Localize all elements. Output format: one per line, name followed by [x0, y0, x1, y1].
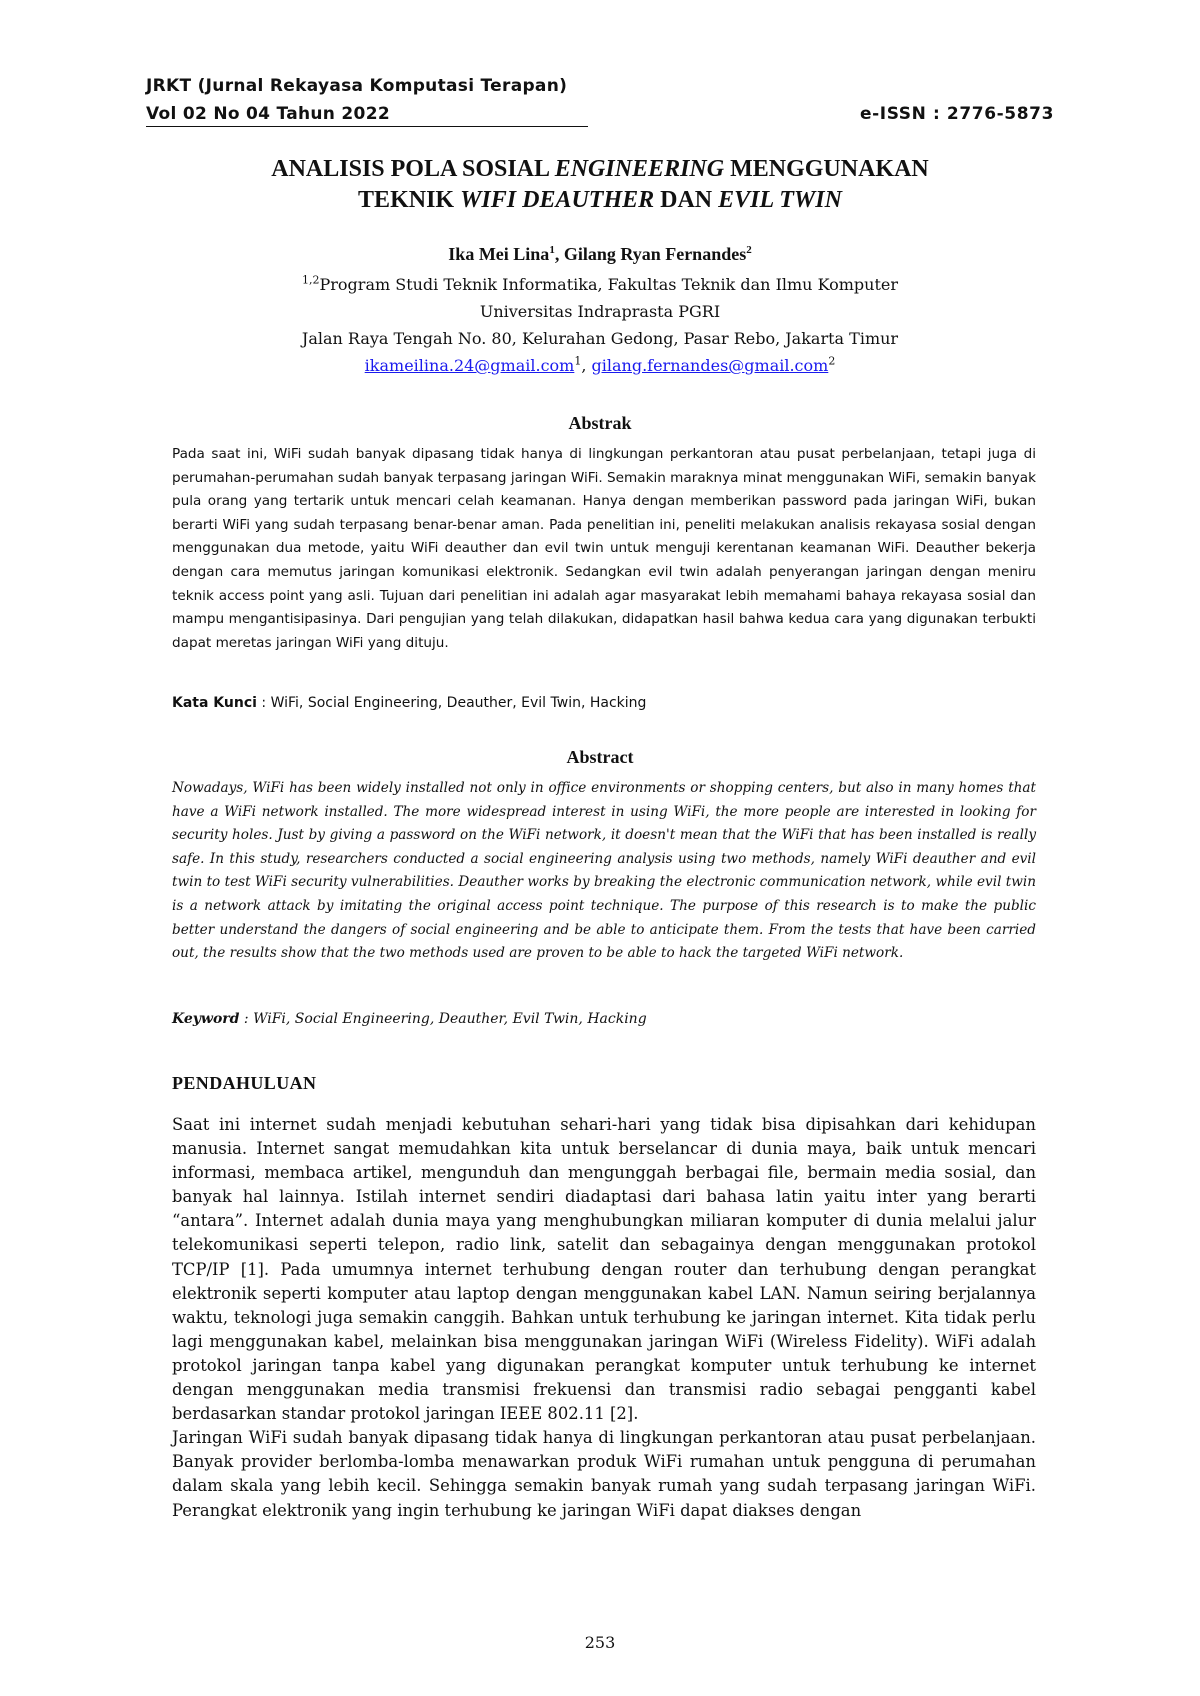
keyword-line — [172, 1011, 1036, 1027]
keyword-values: : WiFi, Social Engineering, Deauther, Evil Twin, Hacking — [239, 1011, 647, 1027]
affiliation-program: Program Studi Teknik Informatika, Fakultas Teknik dan Ilmu Komputer — [319, 275, 898, 294]
title-line1-part-a: ANALISIS POLA SOSIAL — [271, 156, 555, 182]
affiliation-university: Universitas Indraprasta PGRI — [479, 302, 721, 321]
kata-kunci-values: : WiFi, Social Engineering, Deauther, Evil Twin, Hacking — [256, 695, 647, 711]
title-line1-part-c: MENGGUNAKAN — [724, 156, 929, 182]
affiliation-program-line — [160, 271, 1040, 298]
body-paragraph-2: Jaringan WiFi sudah banyak dipasang tidak hanya di lingkungan perkantoran atau pusat perbelanjaan. Banyak provider berlomba-lomba menawarkan produk WiFi rumahan untuk pengguna di perumahan dalam skala yang lebih kecil. Sehingga semakin banyak rumah yang sudah terpasang jaringan WiFi. Perangkat elektronik yang ingin terhubung ke jaringan WiFi dapat diakses dengan — [172, 1428, 1036, 1520]
title-line2-part-d: EVIL TWIN — [718, 187, 842, 213]
title-line2-part-c: DAN — [654, 187, 719, 213]
author-2: Gilang Ryan Fernandes — [563, 244, 747, 264]
email-link-1[interactable]: ikameilina.24@gmail.com — [364, 356, 575, 375]
body-paragraph-1: Saat ini internet sudah menjadi kebutuhan sehari-hari yang tidak bisa dipisahkan dari kehidupan manusia. Internet sangat memudahkan kita untuk berselancar di dunia maya, baik untuk mencari informasi, membaca artikel, mengunduh dan mengunggah berbagai file, bermain media sosial, dan banyak hal lainnya. Istilah internet sendiri diadaptasi dari bahasa latin yaitu inter yang berarti “antara”. Internet adalah dunia maya yang menghubungkan miliaran komputer di dunia melalui jalur telekomunikasi seperti telepon, radio link, satelit dan sebagainya dengan menggunakan protokol TCP/IP [1]. Pada umumnya internet terhubung dengan router dan terhubung dengan perangkat elektronik seperti komputer atau laptop dengan menggunakan kabel LAN. Namun seiring berjalannya waktu, teknologi juga semakin canggih. Bahkan untuk terhubung ke jaringan internet. Kita tidak perlu lagi menggunakan kabel, melainkan bisa menggunakan jaringan WiFi (Wireless Fidelity). WiFi adalah protokol jaringan tanpa kabel yang digunakan perangkat komputer untuk terhubung ke internet dengan menggunakan media transmisi frekuensi dan transmisi radio sebagai pengganti kabel berdasarkan standar protokol jaringan IEEE 802.11 [2]. — [172, 1115, 1036, 1424]
author-1: Ika Mei Lina — [448, 244, 550, 264]
title-line2-part-a: TEKNIK — [358, 187, 461, 213]
kata-kunci — [172, 695, 1036, 711]
section-title: PENDAHULUAN — [172, 1073, 317, 1093]
email-link-2[interactable]: gilang.fernandes@gmail.com — [591, 356, 829, 375]
abstract-text: Nowadays, WiFi has been widely installed not only in office environments or shopping centers, but also in many homes that have a WiFi network installed. The more widespread interest in using WiFi, the more people are interested in looking for security holes. Just by giving a password on the WiFi network, it doesn't mean that the WiFi that has been installed is really safe. In this study, researchers conducted a social engineering analysis using two methods, namely WiFi deauther and evil twin to test WiFi security vulnerabilities. Deauther works by breaking the electronic communication network, while evil twin is a network attack by imitating the original access point technique. The purpose of this research is to make the public better understand the dangers of social engineering and be able to anticipate them. From the tests that have been carried out, the results show that the two methods used are proven to be able to hack the targeted WiFi network. — [172, 780, 1036, 962]
body-text — [172, 1113, 1036, 1523]
affiliation-address: Jalan Raya Tengah No. 80, Kelurahan Gedong, Pasar Rebo, Jakarta Timur — [301, 329, 899, 348]
abstrak-heading: Abstrak — [568, 413, 632, 433]
paper-title — [160, 154, 1040, 216]
author-1-sup: 1 — [549, 244, 555, 256]
author-list — [160, 244, 1040, 265]
page-number: 253 — [584, 1633, 616, 1652]
keyword-label: Keyword — [172, 1011, 240, 1027]
author-separator: , — [554, 244, 564, 264]
email-2-sup: 2 — [828, 354, 836, 368]
title-line2-part-b: WIFI DEAUTHER — [460, 187, 655, 213]
title-line1-part-b: ENGINEERING — [554, 156, 725, 182]
affiliation-sup: 1,2 — [302, 273, 320, 287]
email-separator: , — [581, 356, 592, 375]
journal-name: JRKT (Jurnal Rekayasa Komputasi Terapan) — [146, 76, 568, 96]
journal-issn: e-ISSN : 2776-5873 — [860, 104, 1054, 124]
email-1-sup: 1 — [574, 354, 582, 368]
journal-volume: Vol 02 No 04 Tahun 2022 — [146, 104, 588, 127]
kata-kunci-label: Kata Kunci — [172, 695, 257, 711]
abstrak-text: Pada saat ini, WiFi sudah banyak dipasang tidak hanya di lingkungan perkantoran atau pusat perbelanjaan, tetapi juga di perumahan-perumahan sudah banyak terpasang jaringan WiFi. Semakin maraknya minat menggunakan WiFi, semakin banyak pula orang yang tertarik untuk mencari celah keamanan. Hanya dengan memberikan password pada jaringan WiFi, bukan berarti WiFi yang sudah terpasang benar-benar aman. Pada penelitian ini, peneliti melakukan analisis rekayasa sosial dengan menggunakan dua metode, yaitu WiFi deauther dan evil twin untuk menguji kerentanan keamanan WiFi. Deauther bekerja dengan cara memutus jaringan komunikasi elektronik. Sedangkan evil twin adalah penyerangan jaringan dengan meniru teknik access point yang asli. Tujuan dari penelitian ini adalah agar masyarakat lebih memahami bahaya rekayasa sosial dan mampu mengantisipasinya. Dari pengujian yang telah dilakukan, didapatkan hasil bahwa kedua cara yang digunakan terbukti dapat meretas jaringan WiFi yang dituju. — [172, 446, 1036, 651]
author-emails — [160, 352, 1040, 379]
abstract-heading: Abstract — [566, 747, 634, 767]
affiliation — [160, 271, 1040, 379]
author-2-sup: 2 — [746, 244, 752, 256]
